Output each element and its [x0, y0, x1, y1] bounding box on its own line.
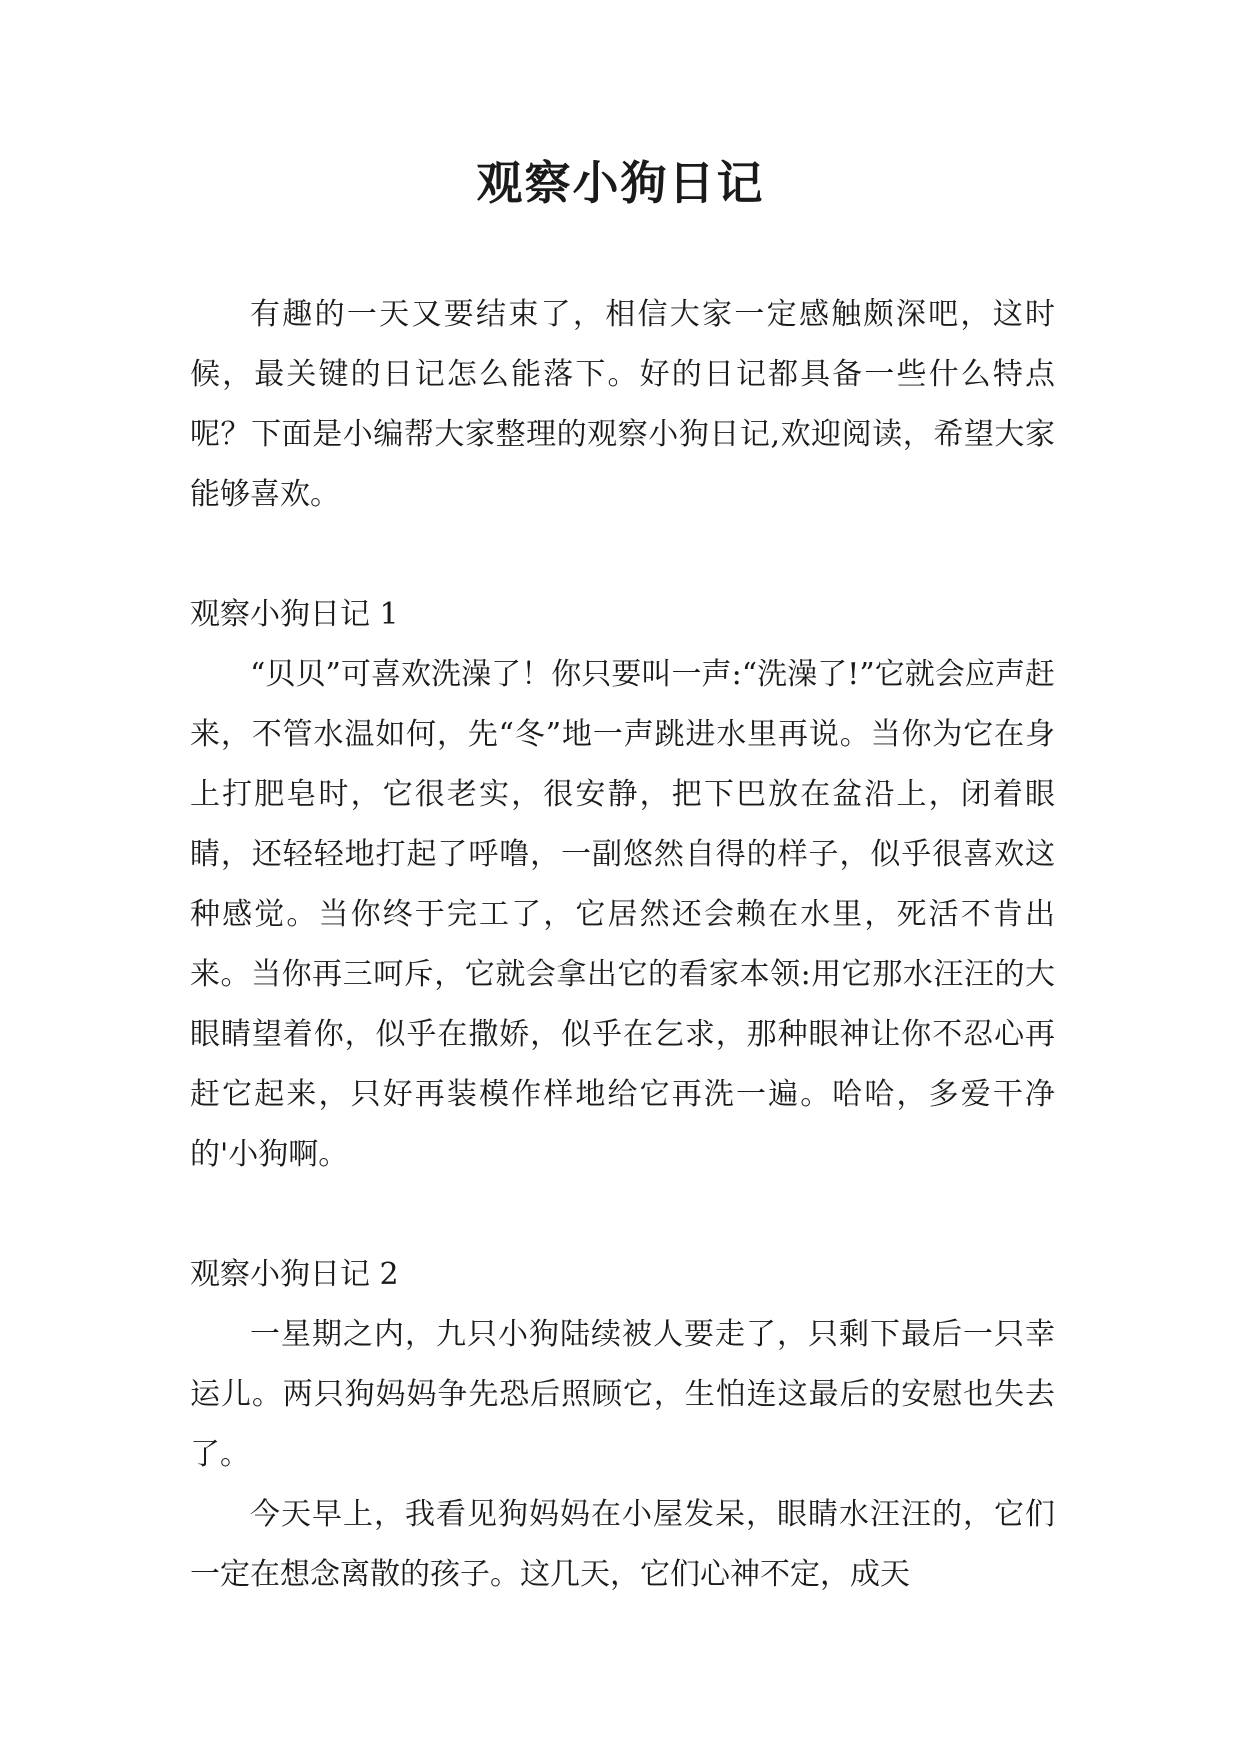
section-spacer: [190, 1185, 1055, 1245]
section-spacer: [190, 525, 1055, 585]
document-title: 观察小狗日记: [476, 156, 765, 210]
section-2-paragraph-1: 一星期之内，九只小狗陆续被人要走了，只剩下最后一只幸运儿。两只狗妈妈争先恐后照顾它，生怕连这最后的安慰也失去了。: [190, 1317, 1055, 1472]
section-heading-1: 观察小狗日记 1: [190, 597, 399, 632]
section-heading-2: 观察小狗日记 2: [190, 1257, 399, 1292]
section-1-paragraph-1: “贝贝”可喜欢洗澡了！你只要叫一声:“洗澡了!”它就会应声赶来，不管水温如何，先“冬”地一声跳进水里再说。当你为它在身上打肥皂时，它很老实，很安静，把下巴放在盆沿上，闭着眼睛，还轻轻地打起了呼噜，一副悠然自得的样子，似乎很喜欢这种感觉。当你终于完工了，它居然还会赖在水里，死活不肯出来。当你再三呵斥，它就会拿出它的看家本领:用它那水汪汪的大眼睛望着你，似乎在撒娇，似乎在乞求，那种眼神让你不忍心再赶它起来，只好再装模作样地给它再洗一遍。哈哈，多爱干净的'小狗啊。: [190, 657, 1055, 1172]
intro-paragraph: 有趣的一天又要结束了，相信大家一定感触颇深吧，这时候，最关键的日记怎么能落下。好的日记都具备一些什么特点呢？下面是小编帮大家整理的观察小狗日记,欢迎阅读，希望大家能够喜欢。: [190, 297, 1055, 512]
document-body: [190, 285, 1055, 1605]
section-2-paragraph-2: 今天早上，我看见狗妈妈在小屋发呆，眼睛水汪汪的，它们一定在想念离散的孩子。这几天，它们心神不定，成天: [190, 1497, 1055, 1592]
